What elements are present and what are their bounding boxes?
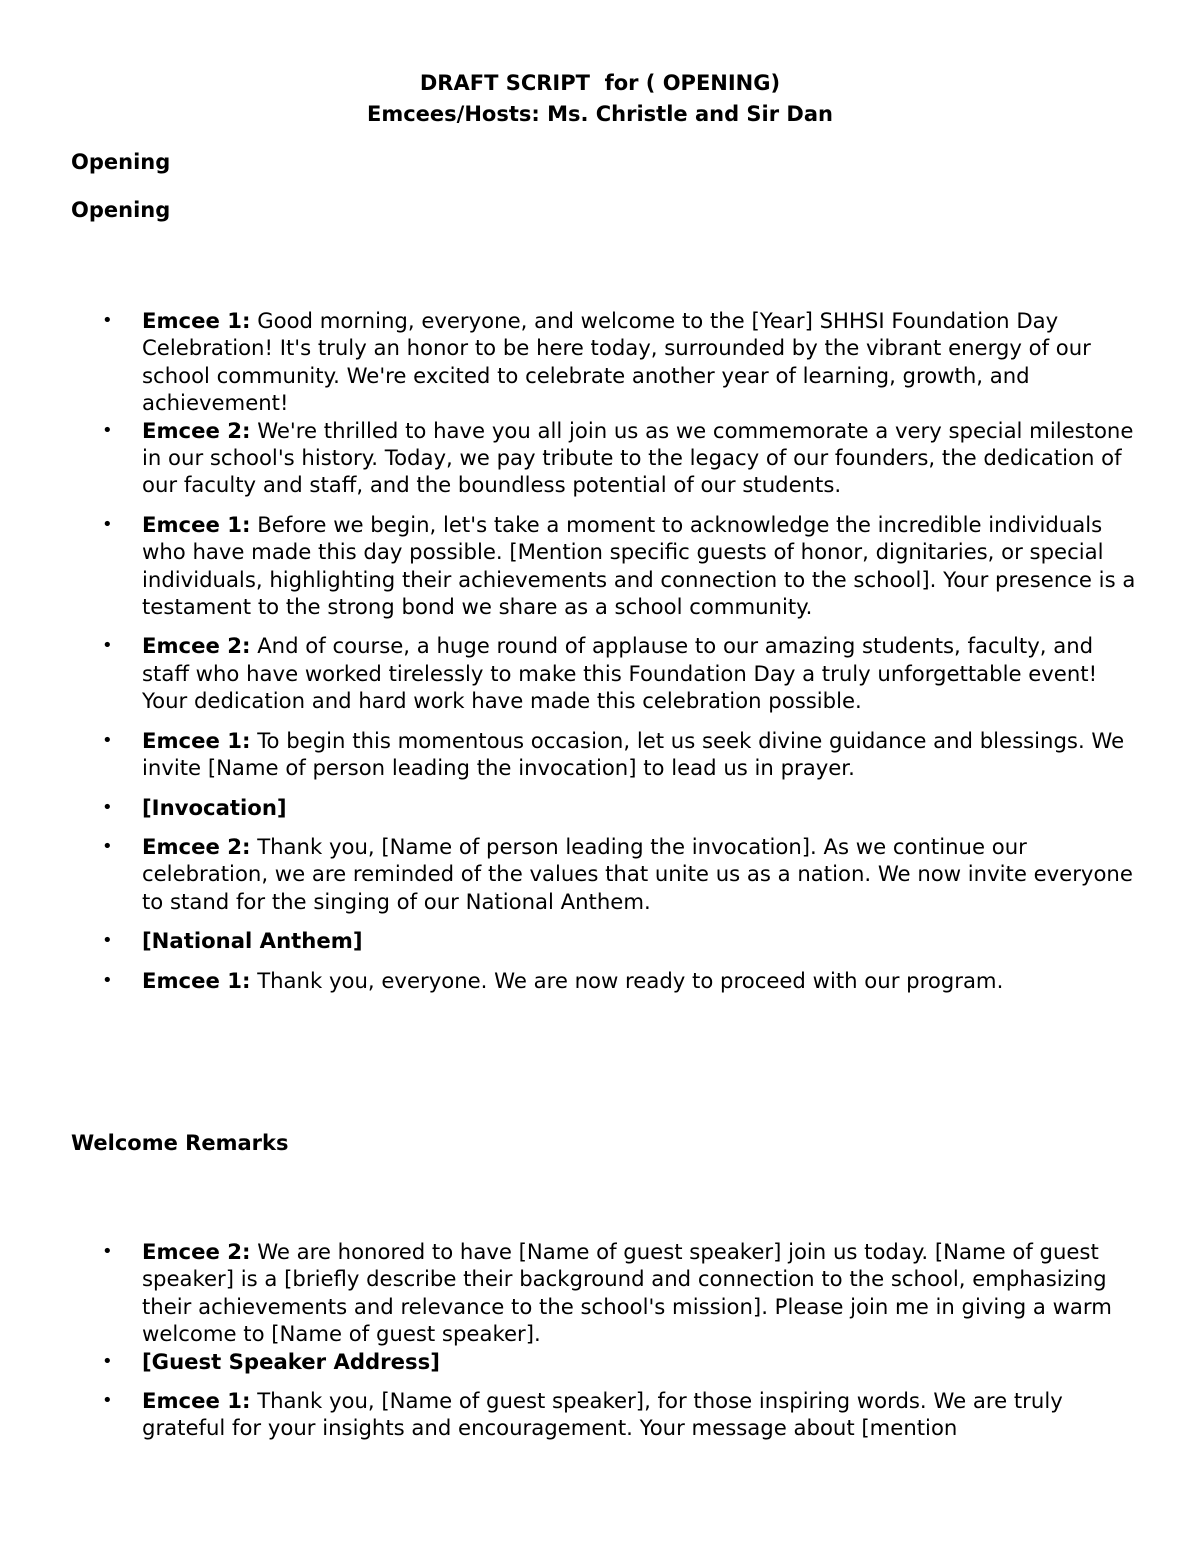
script-line: Before we begin, let's take a moment to acknowledge the incredible individuals who have made this day possible. [Mention specific guests of honor, dignitaries, or special individuals, highlighting their achievements and connection to the school]. Your presence is a testament to the strong bond we share as a school community. (142, 511, 1136, 620)
stage-cue: [Invocation] (142, 794, 287, 820)
bullet-icon: • (102, 635, 113, 657)
speaker-label: Emcee 1: (142, 308, 251, 333)
bullet-icon: • (102, 310, 113, 331)
speaker-label: Emcee 2: (142, 1239, 251, 1264)
speaker-label: Emcee 1: (142, 511, 251, 537)
bullet-icon: • (102, 969, 113, 991)
list-item (0, 632, 1200, 714)
script-line: Good morning, everyone, and welcome to the [Year] SHHSI Foundation Day Celebration! It's truly an honor to be here today, surrounded by the vibrant energy of our school community. We're excited to celebrate another year of learning, growth, and achievement! (142, 308, 1091, 416)
section-heading-opening: Opening (71, 150, 171, 174)
list-item (0, 511, 1200, 621)
list-item (0, 1238, 1200, 1348)
document-title: DRAFT SCRIPT for ( OPENING) (419, 71, 781, 95)
speaker-label: Emcee 2: (142, 633, 251, 659)
bullet-icon: • (102, 835, 113, 857)
list-item (0, 727, 1200, 782)
list-item (0, 833, 1200, 915)
list-item (0, 794, 1200, 821)
stage-cue: [National Anthem] (142, 928, 363, 954)
list-item (0, 927, 1200, 954)
section-heading-welcome-remarks: Welcome Remarks (71, 1131, 289, 1155)
bullet-icon: • (102, 729, 113, 751)
title-block (0, 68, 1200, 130)
list-item (0, 1348, 1200, 1375)
speaker-label: Emcee 2: (142, 833, 251, 859)
stage-cue: [Guest Speaker Address] (142, 1348, 440, 1374)
list-item (0, 1387, 1200, 1442)
bullet-icon: • (102, 930, 113, 952)
script-line: Thank you, [Name of person leading the invocation]. As we continue our celebration, we are reminded of the values that unite us as a nation. We now invite everyone to stand for the singing of our National Anthem. (142, 833, 1133, 914)
bullet-icon: • (102, 419, 113, 441)
bullet-icon: • (102, 796, 113, 818)
speaker-label: Emcee 1: (142, 727, 251, 753)
bullet-icon: • (102, 1390, 113, 1412)
document-subtitle: Emcees/Hosts: Ms. Christle and Sir Dan (367, 102, 833, 126)
welcome-script-list (0, 1238, 1200, 1454)
opening-script-list (0, 307, 1200, 1006)
script-line: Thank you, everyone. We are now ready to proceed with our program. (250, 967, 1004, 993)
script-line: Thank you, [Name of guest speaker], for those inspiring words. We are truly grateful for your insights and encouragement. Your message about [mention (142, 1388, 1063, 1441)
bullet-icon: • (102, 1350, 113, 1372)
bullet-icon: • (102, 1241, 113, 1262)
speaker-label: Emcee 1: (142, 967, 251, 993)
bullet-icon: • (102, 513, 113, 535)
list-item (0, 967, 1200, 994)
script-line: We're thrilled to have you all join us as we commemorate a very special milestone in our school's history. Today, we pay tribute to the legacy of our founders, the dedication of our faculty and staff, and the boundless potential of our students. (142, 417, 1134, 498)
list-item (0, 417, 1200, 499)
list-item (0, 307, 1200, 417)
speaker-label: Emcee 2: (142, 417, 251, 443)
section-heading-opening-repeat: Opening (71, 198, 171, 222)
script-line: To begin this momentous occasion, let us seek divine guidance and blessings. We invite [Name of person leading the invocation] to lead us in prayer. (142, 727, 1125, 781)
script-line: And of course, a huge round of applause to our amazing students, faculty, and staff who have worked tirelessly to make this Foundation Day a truly unforgettable event! Your dedication and hard work have made this celebration possible. (142, 633, 1098, 714)
script-line: We are honored to have [Name of guest speaker] join us today. [Name of guest speaker] is a [briefly describe their background and connection to the school, emphasizing their achievements and relevance to the school's mission]. Please join me in giving a warm welcome to [Name of guest speaker]. (142, 1239, 1112, 1347)
speaker-label: Emcee 1: (142, 1388, 251, 1414)
